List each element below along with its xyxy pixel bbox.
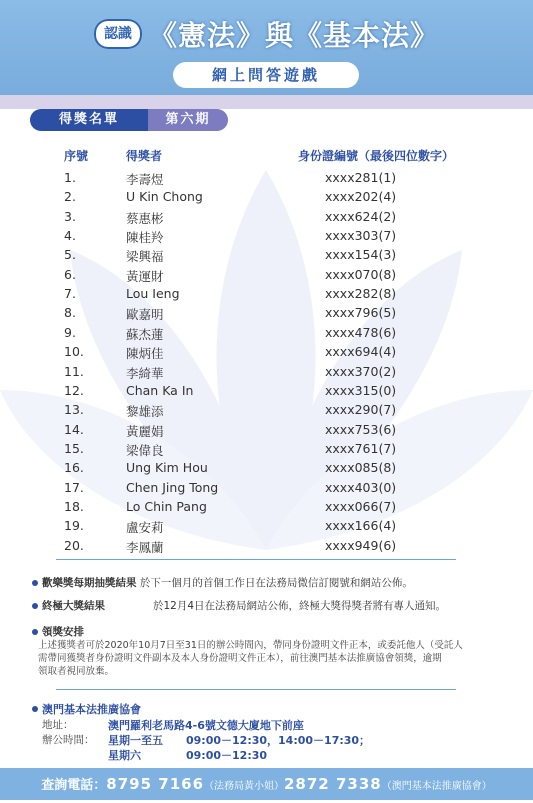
footer-contact xyxy=(0,768,533,800)
table-row xyxy=(0,209,533,228)
row-number: 9. xyxy=(64,324,76,340)
table-row xyxy=(0,499,533,518)
divider-top xyxy=(56,559,456,560)
weekday-hours: 09:00－12:30，14:00－17:30； xyxy=(186,734,371,747)
table-row xyxy=(0,364,533,383)
winner-id: xxxx290(7) xyxy=(325,402,397,418)
winner-name: 梁偉良 xyxy=(126,442,164,458)
row-number: 2. xyxy=(64,189,76,205)
winner-name: 陳炳佳 xyxy=(126,346,164,362)
winner-id: xxxx070(8) xyxy=(325,266,397,282)
address-label: 地址： xyxy=(42,719,74,731)
winner-id: xxxx281(1) xyxy=(325,170,397,185)
winner-name: 蔡惠彬 xyxy=(126,210,164,226)
claim-title-text: 領獎安排 xyxy=(42,626,84,638)
table-row xyxy=(0,286,533,305)
column-header-id: 身份證編號（最後四位數字） xyxy=(298,149,455,163)
row-number: 19. xyxy=(64,518,84,534)
draw-note xyxy=(42,575,413,590)
page-title xyxy=(0,14,533,54)
divider-bottom xyxy=(56,689,456,690)
winner-name: 蘇杰蓮 xyxy=(126,326,164,342)
winner-name: Ung Kim Hou xyxy=(126,460,208,476)
table-row xyxy=(0,170,533,189)
winner-name: 陳桂羚 xyxy=(126,230,164,246)
winner-id: xxxx166(4) xyxy=(325,518,397,534)
phone-2-note: （澳門基本法推廣協會） xyxy=(381,781,492,792)
row-number: 14. xyxy=(64,421,84,437)
table-row xyxy=(0,422,533,441)
row-number: 20. xyxy=(64,537,84,553)
winner-name: Chan Ka In xyxy=(126,382,194,398)
row-number: 3. xyxy=(64,208,76,224)
winner-id: xxxx403(0) xyxy=(325,479,397,495)
winner-id: xxxx761(7) xyxy=(325,440,397,456)
weekday-label: 星期一至五 xyxy=(108,734,163,747)
winner-id: xxxx694(4) xyxy=(325,344,397,360)
winner-id: xxxx753(6) xyxy=(325,421,397,437)
table-row xyxy=(0,325,533,344)
winner-name: 梁興福 xyxy=(126,249,164,265)
row-number: 12. xyxy=(64,382,84,398)
winner-name: 黃運財 xyxy=(126,268,164,284)
table-row xyxy=(0,305,533,324)
phone-1[interactable]: 8795 7166 xyxy=(106,775,204,793)
winner-name: 黎雄添 xyxy=(126,404,164,420)
column-header-winner: 得獎者 xyxy=(126,149,163,163)
winner-name: 黃麗娟 xyxy=(126,423,164,439)
table-row xyxy=(0,538,533,557)
winner-name: 歐嘉明 xyxy=(126,307,164,323)
winner-id: xxxx085(8) xyxy=(325,460,397,476)
claim-line-3: 領取者視同放棄。 xyxy=(38,666,115,677)
winner-id: xxxx624(2) xyxy=(325,208,397,224)
table-row xyxy=(0,402,533,421)
phone-2[interactable]: 2872 7338 xyxy=(284,775,382,793)
winner-name: 李綺華 xyxy=(126,365,164,381)
winner-name: Chen Jing Tong xyxy=(126,479,219,495)
draw-title: 歡樂獎每期抽獎結果 xyxy=(42,577,137,589)
table-row xyxy=(0,383,533,402)
row-number: 7. xyxy=(64,286,76,302)
table-row xyxy=(0,480,533,499)
winner-name: 李壽煜 xyxy=(126,172,164,187)
bullet-icon xyxy=(32,629,38,635)
saturday-hours: 09:00－12:30 xyxy=(186,749,268,762)
winner-name: 李鳳蘭 xyxy=(126,539,164,555)
footer-label: 查詢電話： xyxy=(41,778,107,793)
row-number: 1. xyxy=(64,170,76,185)
hours-label: 辦公時間： xyxy=(42,734,95,746)
bullet-icon xyxy=(32,580,38,586)
bullet-icon xyxy=(32,706,38,712)
winner-id: xxxx796(5) xyxy=(325,305,397,321)
winner-id: xxxx303(7) xyxy=(325,228,397,244)
table-row xyxy=(0,518,533,537)
final-note xyxy=(42,598,105,613)
winner-name: Lo Chin Pang xyxy=(126,498,207,514)
winner-name: 盧安莉 xyxy=(126,520,164,536)
row-number: 18. xyxy=(64,498,84,514)
claim-line-2: 需帶同獲獎者身份證明文件副本及本人身份證明文件正本），前往澳門基本法推廣協會領獎，逾期 xyxy=(38,653,442,664)
claim-line-1: 上述獲獎者可於2020年10月7日至31日的辦公時間內，帶同身份證明文件正本，或委託他人（受託人 xyxy=(38,640,463,651)
association-name: 澳門基本法推廣協會 xyxy=(42,703,141,716)
table-row xyxy=(0,441,533,460)
row-number: 6. xyxy=(64,266,76,282)
draw-text: 於下一個月的首個工作日在法務局微信訂閱號和網站公佈。 xyxy=(139,577,413,589)
saturday-label: 星期六 xyxy=(108,749,141,762)
title-main: 《憲法》與《基本法》 xyxy=(149,19,440,52)
final-title: 終極大獎結果 xyxy=(42,600,105,612)
table-row xyxy=(0,228,533,247)
winner-name: U Kin Chong xyxy=(126,189,203,205)
winner-id: xxxx282(8) xyxy=(325,286,397,302)
winner-id: xxxx949(6) xyxy=(325,537,397,553)
period-label: 第六期 xyxy=(148,109,228,131)
winner-id: xxxx478(6) xyxy=(325,324,397,340)
phone-1-note: （法務局黃小姐） xyxy=(204,781,284,792)
purple-band xyxy=(0,95,533,109)
table-row xyxy=(0,189,533,208)
subtitle-pill: 網上問答遊戲 xyxy=(173,62,359,88)
table-row xyxy=(0,460,533,479)
row-number: 11. xyxy=(64,363,84,379)
column-header-no: 序號 xyxy=(64,149,89,163)
winner-id: xxxx202(4) xyxy=(325,189,397,205)
list-label: 得獎名單 xyxy=(30,109,148,131)
footer-bar xyxy=(0,768,533,800)
bullet-icon xyxy=(32,603,38,609)
row-number: 16. xyxy=(64,460,84,476)
winner-id: xxxx370(2) xyxy=(325,363,397,379)
title-prefix: 認識 xyxy=(94,19,142,49)
final-text: 於12月4日在法務局網站公佈，終極大獎得獎者將有專人通知。 xyxy=(153,600,447,612)
row-number: 8. xyxy=(64,305,76,321)
winner-id: xxxx315(0) xyxy=(325,382,397,398)
row-number: 13. xyxy=(64,402,84,418)
row-number: 15. xyxy=(64,440,84,456)
row-number: 4. xyxy=(64,228,76,244)
table-row xyxy=(0,267,533,286)
table-row xyxy=(0,247,533,266)
row-number: 10. xyxy=(64,344,84,360)
winner-name: Lou Ieng xyxy=(126,286,180,302)
winner-id: xxxx154(3) xyxy=(325,247,397,263)
table-row xyxy=(0,344,533,363)
row-number: 17. xyxy=(64,479,84,495)
address: 澳門羅利老馬路4-6號文德大廈地下前座 xyxy=(108,719,304,732)
winner-id: xxxx066(7) xyxy=(325,498,397,514)
row-number: 5. xyxy=(64,247,76,263)
